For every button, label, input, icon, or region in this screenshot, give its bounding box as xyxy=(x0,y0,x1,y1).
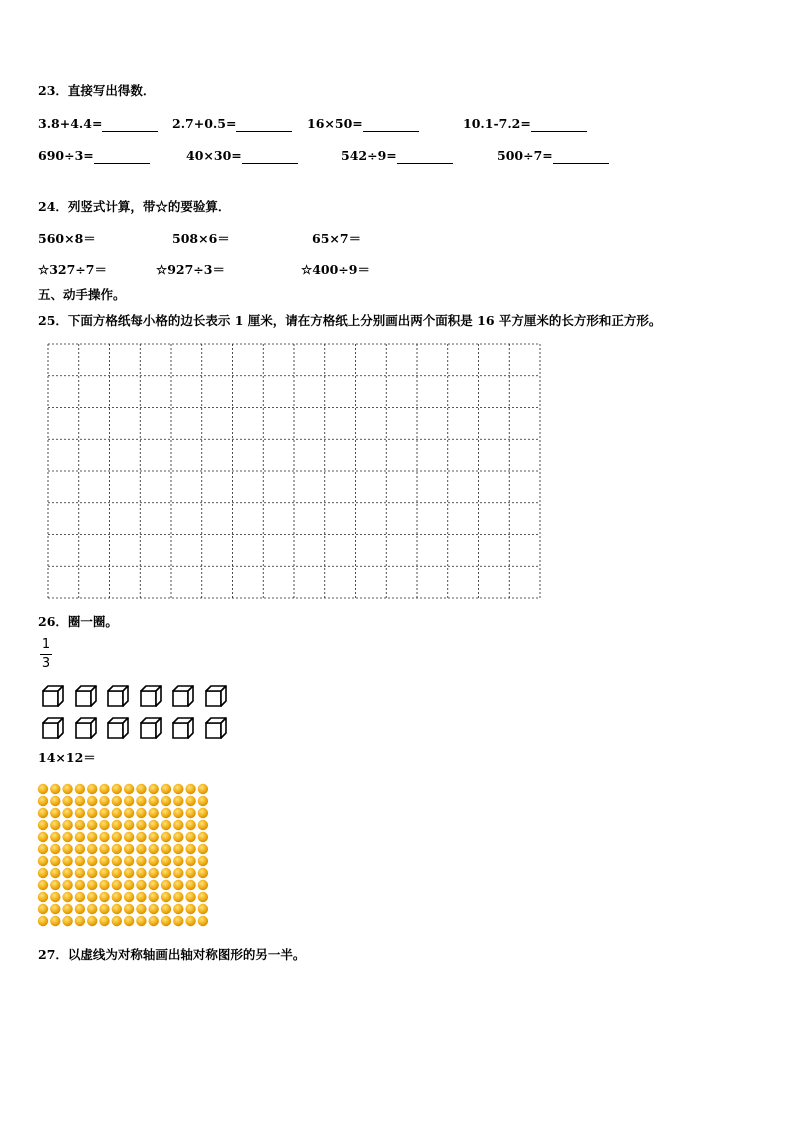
dot xyxy=(149,808,159,818)
cube-icon xyxy=(139,684,163,708)
dot xyxy=(173,844,183,854)
dot xyxy=(50,808,60,818)
dot xyxy=(124,844,134,854)
dot xyxy=(124,916,134,926)
dot xyxy=(62,844,72,854)
dot xyxy=(87,796,97,806)
dot xyxy=(62,868,72,878)
dot xyxy=(87,844,97,854)
dot xyxy=(173,796,183,806)
dot xyxy=(136,916,146,926)
cube-icon xyxy=(171,684,195,708)
dot xyxy=(198,808,208,818)
cube-icon xyxy=(106,684,130,708)
q24-expression: 65×7＝ xyxy=(312,231,362,246)
q24-title: 24．列竖式计算，带☆的要验算． xyxy=(38,199,231,214)
dot xyxy=(198,844,208,854)
dot xyxy=(75,916,85,926)
answer-blank[interactable] xyxy=(531,118,587,132)
dot xyxy=(87,808,97,818)
dot xyxy=(173,868,183,878)
dot xyxy=(87,868,97,878)
dot xyxy=(173,808,183,818)
dot xyxy=(87,784,97,794)
dot xyxy=(173,880,183,890)
dot xyxy=(99,796,109,806)
q23-expression: 542÷9= xyxy=(341,148,397,163)
dot xyxy=(149,832,159,842)
dot xyxy=(173,904,183,914)
q23-item xyxy=(463,116,587,132)
dot xyxy=(87,904,97,914)
section-title: 五、动手操作。 xyxy=(38,287,126,302)
dot xyxy=(50,796,60,806)
dot xyxy=(87,832,97,842)
cube-icon xyxy=(106,716,130,740)
dot xyxy=(161,868,171,878)
dot xyxy=(99,832,109,842)
dot xyxy=(161,892,171,902)
dot xyxy=(38,820,48,830)
dot xyxy=(161,832,171,842)
dot xyxy=(161,856,171,866)
dot xyxy=(99,880,109,890)
q23-expression: 10.1-7.2= xyxy=(463,116,531,131)
dot xyxy=(62,808,72,818)
dot xyxy=(149,904,159,914)
dot xyxy=(124,832,134,842)
cube-icon xyxy=(171,716,195,740)
answer-blank[interactable] xyxy=(553,150,609,164)
dot-array[interactable] xyxy=(37,783,212,931)
q23-expression: 500÷7= xyxy=(497,148,553,163)
dot xyxy=(99,808,109,818)
dot xyxy=(112,832,122,842)
cube-icon xyxy=(139,716,163,740)
dot xyxy=(198,904,208,914)
dot xyxy=(149,784,159,794)
dot xyxy=(75,868,85,878)
q27-title: 27．以虚线为对称轴画出轴对称图形的另一半。 xyxy=(38,947,306,962)
cube-icon xyxy=(41,684,65,708)
dot xyxy=(161,796,171,806)
dot xyxy=(185,880,195,890)
q26-title: 26．圈一圈。 xyxy=(38,614,118,629)
dot xyxy=(62,832,72,842)
dot xyxy=(185,856,195,866)
dot xyxy=(124,796,134,806)
dot xyxy=(75,808,85,818)
dot xyxy=(198,820,208,830)
dot xyxy=(185,784,195,794)
dot xyxy=(62,856,72,866)
dot xyxy=(99,784,109,794)
dot xyxy=(149,796,159,806)
dot xyxy=(198,856,208,866)
dot xyxy=(38,868,48,878)
dot xyxy=(198,868,208,878)
dot xyxy=(50,832,60,842)
dot xyxy=(38,880,48,890)
dot xyxy=(185,868,195,878)
q24-expression: 560×8＝ xyxy=(38,231,96,246)
dot xyxy=(124,820,134,830)
dot xyxy=(62,904,72,914)
fraction-one-third xyxy=(40,638,52,671)
q23-item xyxy=(38,116,158,132)
dot xyxy=(185,832,195,842)
dot xyxy=(99,820,109,830)
dot xyxy=(173,832,183,842)
dot xyxy=(38,832,48,842)
dot xyxy=(198,880,208,890)
dot xyxy=(185,892,195,902)
dot xyxy=(136,880,146,890)
dot xyxy=(161,880,171,890)
dot xyxy=(136,856,146,866)
dot xyxy=(136,892,146,902)
dot xyxy=(75,892,85,902)
q23-expression: 3.8+4.4= xyxy=(38,116,103,131)
dot xyxy=(198,916,208,926)
dot xyxy=(124,808,134,818)
dot xyxy=(38,844,48,854)
dot xyxy=(161,820,171,830)
dot xyxy=(136,844,146,854)
answer-blank[interactable] xyxy=(242,150,298,164)
dot xyxy=(185,808,195,818)
dot xyxy=(136,820,146,830)
q23-item xyxy=(307,116,419,132)
dot xyxy=(112,856,122,866)
dot xyxy=(50,904,60,914)
dot xyxy=(198,892,208,902)
dot xyxy=(136,784,146,794)
q23-expression: 16×50= xyxy=(307,116,363,131)
dot xyxy=(161,844,171,854)
q23-expression: 40×30= xyxy=(186,148,242,163)
q24-expression: 508×6＝ xyxy=(172,231,230,246)
dot xyxy=(173,820,183,830)
dot xyxy=(75,784,85,794)
dot xyxy=(62,784,72,794)
dot xyxy=(173,916,183,926)
dot xyxy=(149,916,159,926)
dot xyxy=(149,868,159,878)
dot xyxy=(112,808,122,818)
dot xyxy=(185,796,195,806)
dot xyxy=(173,856,183,866)
dot xyxy=(112,844,122,854)
dot xyxy=(112,784,122,794)
q23-expression: 690÷3= xyxy=(38,148,94,163)
dot xyxy=(136,904,146,914)
fraction-numerator: 1 xyxy=(41,637,51,652)
dot xyxy=(38,808,48,818)
dot xyxy=(99,916,109,926)
dot xyxy=(99,844,109,854)
dot xyxy=(124,904,134,914)
dot xyxy=(50,868,60,878)
dot xyxy=(136,808,146,818)
answer-blank[interactable] xyxy=(236,118,292,132)
dot xyxy=(149,856,159,866)
dot xyxy=(185,904,195,914)
dot xyxy=(185,916,195,926)
dot xyxy=(198,832,208,842)
dot xyxy=(112,796,122,806)
dot xyxy=(161,916,171,926)
dot xyxy=(112,880,122,890)
dot xyxy=(38,904,48,914)
dot xyxy=(62,820,72,830)
q23-item xyxy=(186,148,298,164)
dot xyxy=(87,916,97,926)
dot xyxy=(38,916,48,926)
dot xyxy=(99,892,109,902)
dot xyxy=(112,892,122,902)
dot xyxy=(161,808,171,818)
dot xyxy=(124,868,134,878)
dot xyxy=(75,844,85,854)
fraction-denominator: 3 xyxy=(41,656,51,671)
dot xyxy=(50,880,60,890)
dot xyxy=(38,856,48,866)
dot xyxy=(75,880,85,890)
dot xyxy=(87,880,97,890)
dot xyxy=(99,904,109,914)
dot xyxy=(38,796,48,806)
cube-icon xyxy=(74,684,98,708)
dot xyxy=(87,892,97,902)
dot xyxy=(149,844,159,854)
dot xyxy=(136,832,146,842)
cube-icon xyxy=(204,684,228,708)
dot xyxy=(75,820,85,830)
graph-paper-grid[interactable] xyxy=(47,343,541,599)
answer-blank[interactable] xyxy=(94,150,150,164)
cube-icon xyxy=(204,716,228,740)
dot xyxy=(124,856,134,866)
dot xyxy=(185,844,195,854)
dot xyxy=(38,784,48,794)
dot xyxy=(124,784,134,794)
dot xyxy=(136,796,146,806)
q23-item xyxy=(341,148,453,164)
dot xyxy=(62,892,72,902)
dot xyxy=(149,892,159,902)
dot xyxy=(112,916,122,926)
dot xyxy=(50,856,60,866)
q23-item xyxy=(38,148,150,164)
dot xyxy=(124,892,134,902)
dot xyxy=(87,856,97,866)
dot xyxy=(149,820,159,830)
q25-title: 25．下面方格纸每小格的边长表示 1 厘米，请在方格纸上分别画出两个面积是 16 平方厘米的长方形和正方形。 xyxy=(38,313,662,328)
dot xyxy=(75,796,85,806)
dot xyxy=(136,868,146,878)
dot xyxy=(75,832,85,842)
dot xyxy=(161,904,171,914)
q23-expression: 2.7+0.5= xyxy=(172,116,237,131)
answer-blank[interactable] xyxy=(102,118,158,132)
dot xyxy=(99,868,109,878)
dot xyxy=(112,820,122,830)
dot xyxy=(50,916,60,926)
dot xyxy=(62,916,72,926)
q26-expression: 14×12＝ xyxy=(38,750,96,765)
dot xyxy=(112,868,122,878)
dot xyxy=(124,880,134,890)
dot xyxy=(87,820,97,830)
dot xyxy=(173,784,183,794)
dot xyxy=(99,856,109,866)
q23-item xyxy=(172,116,292,132)
cube-icon xyxy=(41,716,65,740)
q24-expression: ☆327÷7＝ xyxy=(38,262,107,277)
dot xyxy=(198,796,208,806)
dot xyxy=(75,856,85,866)
answer-blank[interactable] xyxy=(397,150,453,164)
dot xyxy=(50,844,60,854)
dot xyxy=(149,880,159,890)
dot xyxy=(62,880,72,890)
dot xyxy=(161,784,171,794)
dot xyxy=(112,904,122,914)
q23-title: 23．直接写出得数． xyxy=(38,83,156,98)
q23-item xyxy=(497,148,609,164)
q24-expression: ☆927÷3＝ xyxy=(156,262,225,277)
dot xyxy=(50,784,60,794)
dot xyxy=(173,892,183,902)
q24-expression: ☆400÷9＝ xyxy=(301,262,370,277)
cube-icon xyxy=(74,716,98,740)
answer-blank[interactable] xyxy=(363,118,419,132)
dot xyxy=(38,892,48,902)
dot xyxy=(62,796,72,806)
dot xyxy=(50,892,60,902)
fraction-bar xyxy=(40,654,52,655)
dot xyxy=(198,784,208,794)
dot xyxy=(185,820,195,830)
dot xyxy=(50,820,60,830)
dot xyxy=(75,904,85,914)
